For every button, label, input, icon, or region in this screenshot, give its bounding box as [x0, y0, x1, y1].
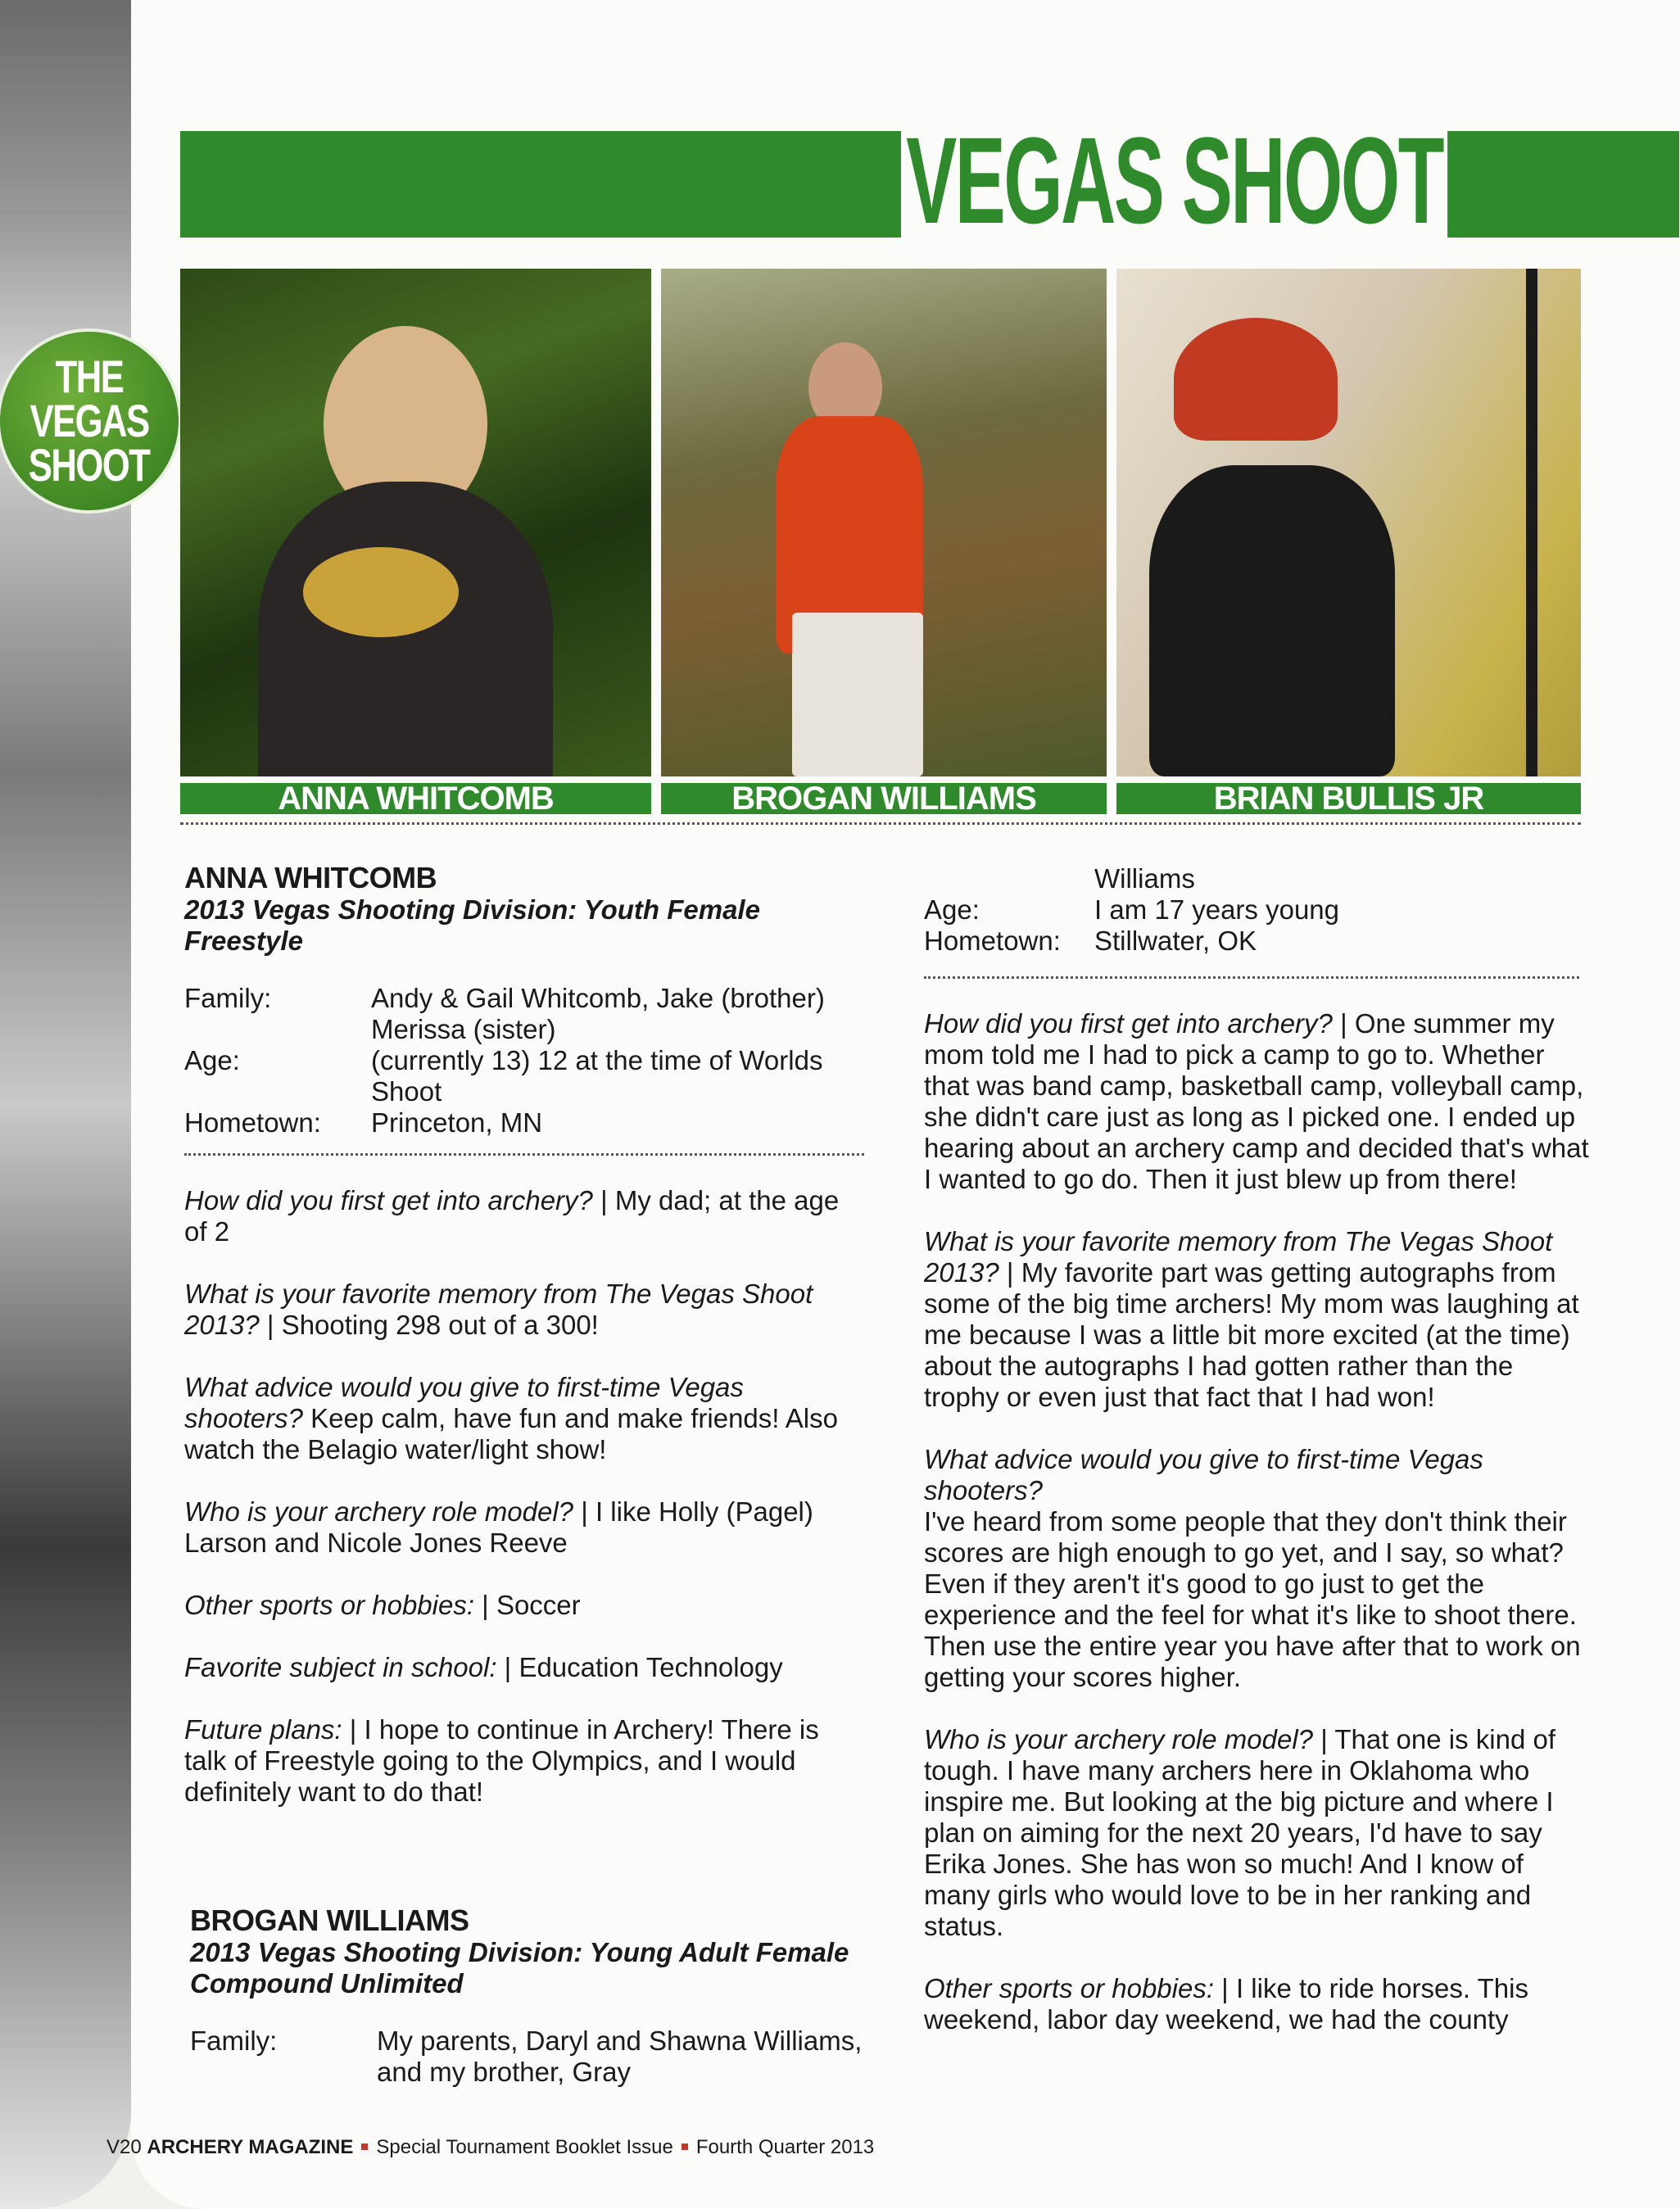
issue-quarter: Fourth Quarter 2013	[695, 2136, 875, 2158]
divider	[184, 1153, 864, 1156]
page-number: V20	[106, 2136, 142, 2158]
qa-item	[184, 1590, 864, 1621]
hometown-label: Hometown:	[924, 926, 1061, 956]
divider	[924, 976, 1579, 979]
answer: Keep calm, have fun and make friends! Also watch the Belagio water/light show!	[184, 1403, 838, 1464]
separator: |	[496, 1652, 519, 1682]
photo-brian-bullis-jr	[1116, 269, 1581, 816]
answer: My dad; at the age of 2	[184, 1185, 840, 1247]
qa-item	[184, 1185, 864, 1247]
separator: |	[342, 1714, 365, 1745]
brogan-facts	[924, 863, 1596, 957]
photo-brogan-williams	[661, 269, 1107, 816]
family-label: Family:	[184, 983, 272, 1013]
qa-item	[184, 1496, 864, 1559]
separator	[303, 1403, 310, 1433]
vegas-shoot-badge	[0, 332, 179, 510]
qa-item	[924, 1444, 1596, 1693]
answer: My favorite part was getting autographs from some of the big time archers! My mom was laughing at me because I was a little bit more excited (at the time) about the autographs I had gotten rather than the trophy or even just that fact that I had won!	[924, 1257, 1579, 1412]
photo-anna-whitcomb	[180, 269, 651, 816]
separator-square	[682, 2143, 688, 2150]
qa-item	[924, 1973, 1596, 2035]
family-value-continued: Williams	[1094, 863, 1195, 894]
separator: |	[573, 1496, 595, 1527]
banner-title: VEGAS SHOOT	[901, 119, 1447, 242]
question: Other sports or hobbies:	[184, 1590, 475, 1620]
question: What is your favorite memory from The Vegas Shoot 2013?	[184, 1279, 813, 1340]
divider	[180, 822, 1581, 825]
separator: |	[998, 1257, 1021, 1288]
qa-item	[184, 1279, 864, 1341]
badge-line-2: VEGAS	[29, 395, 149, 446]
answer: Education Technology	[518, 1652, 783, 1682]
question: Who is your archery role model?	[924, 1724, 1314, 1754]
photo-caption: BRIAN BULLIS JR	[1116, 783, 1581, 814]
family-label: Family:	[190, 2026, 278, 2056]
question: Other sports or hobbies:	[924, 1973, 1215, 2003]
question: What advice would you give to first-time Vegas shooters?	[924, 1444, 1483, 1505]
qa-item	[924, 1724, 1596, 1942]
anna-facts	[184, 983, 864, 1138]
qa-item	[184, 1372, 864, 1465]
separator: |	[592, 1185, 615, 1215]
question: Who is your archery role model?	[184, 1496, 574, 1527]
qa-item	[184, 1714, 864, 1808]
age-label: Age:	[184, 1045, 240, 1075]
photo-caption: ANNA WHITCOMB	[180, 783, 651, 814]
answer: I like Holly (Pagel) Larson and Nicole Jones Reeve	[184, 1496, 813, 1558]
qa-item	[184, 1652, 864, 1683]
photo-caption: BROGAN WILLIAMS	[661, 783, 1107, 814]
answer: I like to ride horses. This weekend, labor day weekend, we had the county	[924, 1973, 1528, 2035]
separator: |	[474, 1590, 496, 1620]
family-value: My parents, Daryl and Shawna Williams, and my brother, Gray	[377, 2026, 863, 2087]
brogan-family	[190, 2026, 870, 2088]
badge-line-3: SHOOT	[29, 439, 150, 491]
anna-division: 2013 Vegas Shooting Division: Youth Female Freestyle	[184, 894, 760, 956]
separator: |	[1313, 1724, 1335, 1754]
question: Future plans:	[184, 1714, 342, 1745]
brogan-profile-continued	[924, 863, 1596, 2066]
question: How did you first get into archery?	[184, 1185, 593, 1215]
question: Favorite subject in school:	[184, 1652, 497, 1682]
separator: |	[259, 1310, 282, 1340]
anna-name: ANNA WHITCOMB	[184, 861, 437, 894]
family-value: Andy & Gail Whitcomb, Jake (brother) Merissa (sister)	[371, 983, 825, 1044]
hometown-label: Hometown:	[184, 1107, 321, 1138]
answer: I've heard from some people that they don't think their scores are high enough to go yet, and I say, so what? Even if they aren't it's good to go just to get the experience and the feel for what it's like to shoot there. Then use the entire year you have after that to work on getting your scores higher.	[924, 1506, 1581, 1692]
answer: Soccer	[496, 1590, 581, 1620]
answer: I hope to continue in Archery! There is talk of Freestyle going to the Olympics, and I would definitely want to do that!	[184, 1714, 819, 1807]
age-value: I am 17 years young	[1094, 894, 1339, 925]
hometown-value: Princeton, MN	[371, 1107, 543, 1138]
separator: |	[1332, 1008, 1355, 1039]
brogan-name: BROGAN WILLIAMS	[190, 1903, 469, 1937]
page-footer	[106, 2136, 874, 2159]
question: What is your favorite memory from The Vegas Shoot 2013?	[924, 1226, 1553, 1288]
question: What advice would you give to first-time Vegas shooters?	[184, 1372, 744, 1433]
hometown-value: Stillwater, OK	[1094, 926, 1257, 956]
answer: That one is kind of tough. I have many archers here in Oklahoma who inspire me. But looking at the big picture and where I plan on aiming for the next 20 years, I'd have to say Erika Jones. She has won so much! And I know of many girls who would love to be in her ranking and status.	[924, 1724, 1556, 1941]
anna-profile	[184, 862, 864, 1839]
separator-square	[361, 2143, 368, 2150]
issue-name: Special Tournament Booklet Issue	[376, 2136, 673, 2158]
brogan-profile-header	[190, 1904, 870, 2088]
answer: One summer my mom told me I had to pick a camp to go to. Whether that was band camp, basketball camp, volleyball camp, she didn't care just as long as I picked one. I ended up hearing about an archery camp and decided that's what I wanted to go do. Then it just blew up from there!	[924, 1008, 1589, 1194]
brogan-division: 2013 Vegas Shooting Division: Young Adult Female Compound Unlimited	[190, 1937, 849, 1999]
separator: |	[1214, 1973, 1236, 2003]
answer: Shooting 298 out of a 300!	[281, 1310, 599, 1340]
badge-line-1: THE	[55, 351, 124, 402]
adjacent-page-strip	[0, 0, 131, 2209]
magazine-name: ARCHERY MAGAZINE	[147, 2136, 354, 2158]
age-value: (currently 13) 12 at the time of Worlds Shoot	[371, 1045, 823, 1107]
question: How did you first get into archery?	[924, 1008, 1333, 1039]
qa-item	[924, 1226, 1596, 1413]
qa-item	[924, 1008, 1596, 1195]
photo-image	[661, 269, 1107, 776]
photo-row	[180, 269, 1581, 816]
photo-image	[1116, 269, 1581, 776]
photo-image	[180, 269, 651, 776]
age-label: Age:	[924, 894, 980, 925]
